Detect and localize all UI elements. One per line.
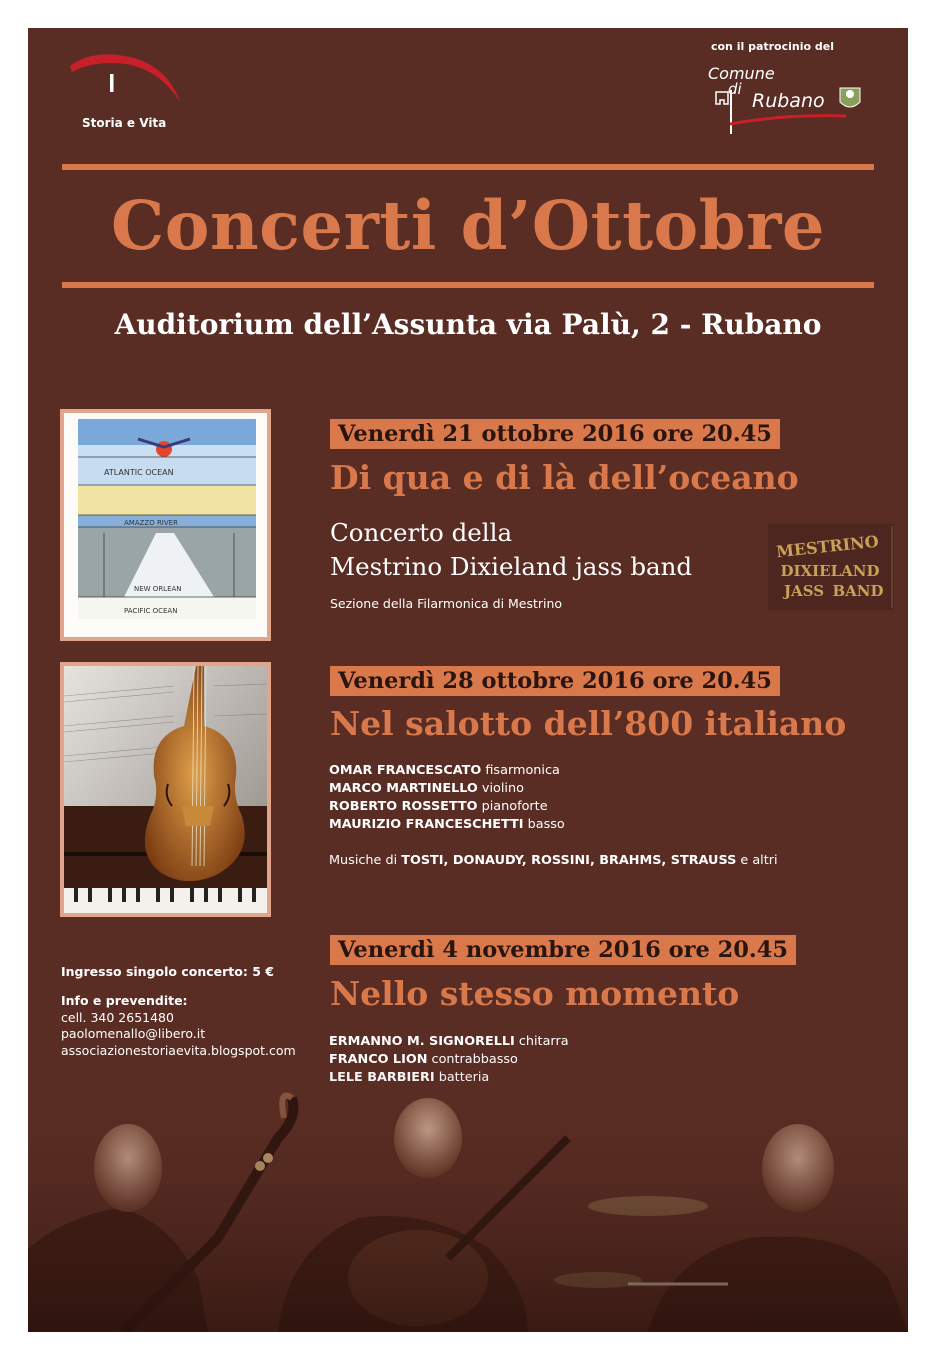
comune-crest-icon [704, 64, 869, 136]
event-2-title: Nel salotto dell’800 italiano [330, 704, 847, 743]
event-2-composers [329, 852, 778, 870]
event-1-title: Di qua e di là dell’oceano [330, 458, 799, 497]
performer-name: ERMANNO M. SIGNORELLI [329, 1034, 515, 1049]
title-rule-top [62, 164, 874, 170]
sketch-label-pacific: PACIFIC OCEAN [124, 607, 178, 615]
performer-name: MARCO MARTINELLO [329, 781, 478, 796]
mestrino-band-logo [768, 524, 894, 610]
info-blog: associazionestoriaevita.blogspot.com [61, 1042, 296, 1058]
event-2-performers [329, 762, 565, 834]
performer-role: pianoforte [481, 799, 548, 814]
venue: Auditorium dell’Assunta via Palù, 2 - Rubano [114, 308, 822, 341]
event-1-line-2: Mestrino Dixieland jass band [330, 552, 693, 581]
comune-di-word: di [728, 80, 742, 98]
title-rule-bottom [62, 282, 874, 288]
performer-role: basso [527, 817, 565, 832]
poster [28, 28, 908, 1332]
event-1-description [330, 516, 692, 584]
comune-word: Comune [708, 64, 775, 83]
event-2-violin-image [60, 662, 271, 917]
performer-row [329, 762, 565, 780]
event-2-date: Venerdì 28 ottobre 2016 ore 20.45 [330, 666, 780, 696]
storia-e-vita-logo [64, 50, 194, 140]
music-suffix: e altri [740, 853, 778, 868]
sketch-label-river: AMAZZO RIVER [124, 519, 178, 527]
performer-row [329, 1033, 569, 1051]
band-logo-line-3: JASS [783, 582, 825, 600]
patronage-label: con il patrocinio del [710, 40, 834, 53]
performer-name: OMAR FRANCESCATO [329, 763, 482, 778]
composers-list: TOSTI, DONAUDY, ROSSINI, BRAHMS, STRAUSS [401, 853, 737, 868]
main-title: Concerti d’Ottobre [110, 186, 826, 265]
performer-name: MAURIZIO FRANCESCHETTI [329, 817, 524, 832]
event-1-sketch-image [60, 409, 271, 641]
info-block [61, 993, 296, 1059]
event-1-date: Venerdì 21 ottobre 2016 ore 20.45 [330, 419, 780, 449]
comune-rubano-word: Rubano [752, 90, 825, 112]
info-email: paolomenallo@libero.it [61, 1026, 206, 1041]
performer-row [329, 816, 565, 834]
info-phone: cell. 340 2651480 [61, 1009, 174, 1025]
comune-di-rubano-logo [704, 64, 869, 136]
musicians-photo [28, 1058, 908, 1332]
performer-role: chitarra [518, 1034, 569, 1049]
sketch-label-atlantic: ATLANTIC OCEAN [104, 468, 174, 477]
info-heading: Info e prevendite: [61, 993, 188, 1008]
logo-swoosh-icon [64, 50, 194, 120]
performer-role: violino [481, 781, 524, 796]
performer-row [329, 798, 565, 816]
event-3-title: Nello stesso momento [330, 974, 740, 1013]
org-name: Storia e Vita [82, 116, 167, 130]
event-1-note: Sezione della Filarmonica di Mestrino [330, 596, 563, 611]
band-logo-line-1: MESTRINO [775, 531, 880, 562]
band-logo-line-2: DIXIELAND [780, 562, 880, 580]
performer-row [329, 780, 565, 798]
music-prefix: Musiche di [329, 853, 398, 868]
ticket-price: Ingresso singolo concerto: 5 € [61, 964, 274, 979]
sketch-label-city: NEW ORLEAN [134, 585, 182, 593]
event-3-date: Venerdì 4 novembre 2016 ore 20.45 [330, 935, 796, 965]
event-1-line-1: Concerto della [330, 518, 513, 547]
band-logo-line-4: BAND [832, 582, 884, 600]
performer-name: ROBERTO ROSSETTO [329, 799, 478, 814]
performer-role: fisarmonica [485, 763, 560, 778]
